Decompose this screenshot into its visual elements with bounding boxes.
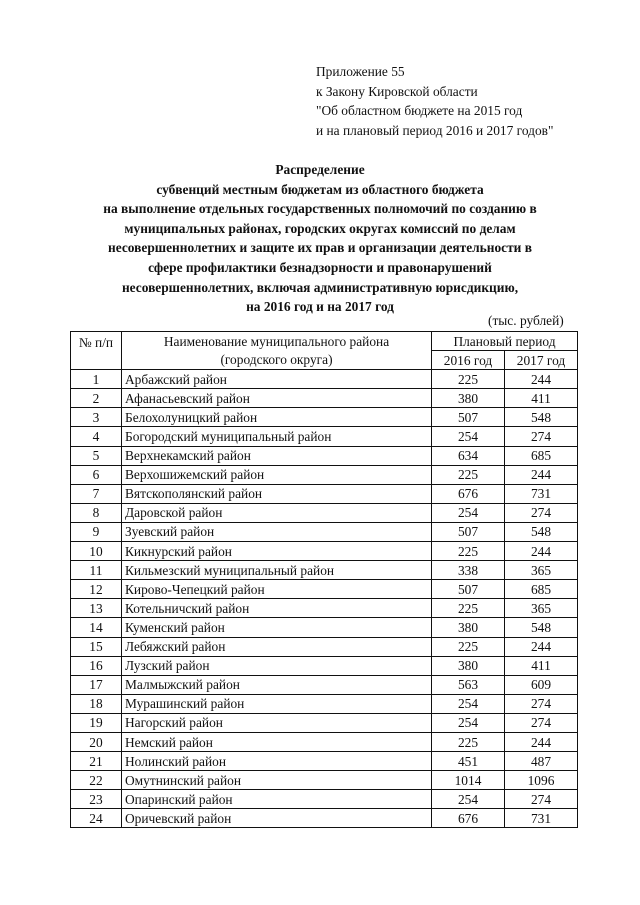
- row-value-2017: 548: [505, 522, 578, 541]
- row-value-2016: 225: [432, 599, 505, 618]
- row-value-2017: 548: [505, 618, 578, 637]
- title-line-7: несовершеннолетних, включая административную юрисдикцию,: [121, 279, 519, 295]
- row-value-2016: 225: [432, 732, 505, 751]
- table-row: [71, 427, 578, 446]
- row-number: 7: [71, 484, 122, 503]
- row-district-name: Омутнинский район: [122, 771, 432, 790]
- row-value-2017: 274: [505, 503, 578, 522]
- row-value-2017: 685: [505, 446, 578, 465]
- table-row: [71, 542, 578, 561]
- row-value-2016: 254: [432, 503, 505, 522]
- row-value-2016: 338: [432, 561, 505, 580]
- row-number: 22: [71, 771, 122, 790]
- title-line-5: несовершеннолетних и защите их прав и организации деятельности в: [108, 240, 532, 256]
- row-district-name: Оричевский район: [122, 809, 432, 828]
- table-row: [71, 370, 578, 389]
- title-line-3: на выполнение отдельных государственных полномочий по созданию в: [103, 201, 537, 217]
- header-num: № п/п: [71, 332, 122, 370]
- row-number: 18: [71, 694, 122, 713]
- table-row: [71, 522, 578, 541]
- row-number: 17: [71, 675, 122, 694]
- row-district-name: Зуевский район: [122, 522, 432, 541]
- appendix-line-3: "Об областном бюджете на 2015 год: [316, 103, 523, 119]
- row-value-2016: 507: [432, 522, 505, 541]
- row-value-2016: 254: [432, 427, 505, 446]
- row-district-name: Белохолуницкий район: [122, 408, 432, 427]
- table-row: [71, 732, 578, 751]
- row-value-2016: 451: [432, 752, 505, 771]
- row-number: 5: [71, 446, 122, 465]
- row-number: 24: [71, 809, 122, 828]
- row-district-name: Нагорский район: [122, 713, 432, 732]
- title-line-1: Распределение: [275, 162, 365, 177]
- row-number: 16: [71, 656, 122, 675]
- table-row: [71, 675, 578, 694]
- row-district-name: Лузский район: [122, 656, 432, 675]
- row-number: 6: [71, 465, 122, 484]
- table-row: [71, 637, 578, 656]
- row-value-2016: 507: [432, 580, 505, 599]
- table-row: [71, 790, 578, 809]
- row-value-2017: 274: [505, 713, 578, 732]
- row-number: 9: [71, 522, 122, 541]
- row-district-name: Мурашинский район: [122, 694, 432, 713]
- table-row: [71, 771, 578, 790]
- row-value-2016: 225: [432, 465, 505, 484]
- row-value-2016: 254: [432, 713, 505, 732]
- row-district-name: Арбажский район: [122, 370, 432, 389]
- row-value-2016: 634: [432, 446, 505, 465]
- row-district-name: Кикнурский район: [122, 542, 432, 561]
- row-number: 10: [71, 542, 122, 561]
- table-body: [71, 370, 578, 828]
- row-value-2016: 225: [432, 637, 505, 656]
- row-value-2016: 254: [432, 694, 505, 713]
- row-value-2017: 1096: [505, 771, 578, 790]
- row-number: 2: [71, 389, 122, 408]
- table-row: [71, 580, 578, 599]
- row-value-2016: 380: [432, 389, 505, 408]
- header-year-2016: 2016 год: [432, 351, 505, 370]
- row-value-2016: 1014: [432, 771, 505, 790]
- header-year-2017: 2017 год: [505, 351, 578, 370]
- table-row: [71, 465, 578, 484]
- row-value-2017: 609: [505, 675, 578, 694]
- row-value-2016: 676: [432, 809, 505, 828]
- title-line-4: муниципальных районах, городских округах комиссий по делам: [124, 220, 516, 236]
- header-name-line-1: Наименование муниципального района: [163, 333, 390, 349]
- table-row: [71, 389, 578, 408]
- row-value-2017: 244: [505, 637, 578, 656]
- table-row: [71, 561, 578, 580]
- subvention-table: [70, 331, 578, 828]
- row-value-2017: 731: [505, 809, 578, 828]
- table-row: [71, 694, 578, 713]
- table-row: [71, 713, 578, 732]
- units-label: (тыс. рублей): [488, 313, 564, 328]
- table-row: [71, 656, 578, 675]
- row-value-2016: 225: [432, 370, 505, 389]
- row-value-2017: 685: [505, 580, 578, 599]
- row-value-2017: 548: [505, 408, 578, 427]
- row-value-2017: 365: [505, 599, 578, 618]
- row-value-2017: 244: [505, 542, 578, 561]
- row-number: 1: [71, 370, 122, 389]
- row-value-2017: 731: [505, 484, 578, 503]
- row-number: 23: [71, 790, 122, 809]
- row-district-name: Афанасьевский район: [122, 389, 432, 408]
- row-district-name: Лебяжский район: [122, 637, 432, 656]
- title-line-6: сфере профилактики безнадзорности и правонарушений: [148, 259, 492, 275]
- row-value-2017: 244: [505, 732, 578, 751]
- appendix-line-1: Приложение 55: [316, 64, 405, 79]
- row-district-name: Кильмезский муниципальный район: [122, 561, 432, 580]
- row-value-2017: 365: [505, 561, 578, 580]
- row-number: 12: [71, 580, 122, 599]
- row-number: 21: [71, 752, 122, 771]
- row-district-name: Богородский муниципальный район: [122, 427, 432, 446]
- row-district-name: Нолинский район: [122, 752, 432, 771]
- table-row: [71, 446, 578, 465]
- appendix-line-2: к Закону Кировской области: [316, 83, 478, 99]
- row-number: 19: [71, 713, 122, 732]
- row-number: 3: [71, 408, 122, 427]
- table-row: [71, 618, 578, 637]
- row-number: 15: [71, 637, 122, 656]
- row-value-2017: 244: [505, 370, 578, 389]
- row-number: 13: [71, 599, 122, 618]
- table-row: [71, 484, 578, 503]
- header-name-line-2: (городского округа): [220, 351, 333, 367]
- row-value-2017: 274: [505, 427, 578, 446]
- row-value-2017: 244: [505, 465, 578, 484]
- row-district-name: Кирово-Чепецкий район: [122, 580, 432, 599]
- row-number: 4: [71, 427, 122, 446]
- table-row: [71, 809, 578, 828]
- row-value-2016: 563: [432, 675, 505, 694]
- appendix-header: [316, 62, 553, 140]
- row-value-2017: 274: [505, 790, 578, 809]
- table-row: [71, 599, 578, 618]
- row-number: 14: [71, 618, 122, 637]
- row-district-name: Вятскополянский район: [122, 484, 432, 503]
- row-number: 8: [71, 503, 122, 522]
- row-district-name: Куменский район: [122, 618, 432, 637]
- row-value-2016: 676: [432, 484, 505, 503]
- row-value-2016: 254: [432, 790, 505, 809]
- row-district-name: Даровской район: [122, 503, 432, 522]
- row-district-name: Верхошижемский район: [122, 465, 432, 484]
- row-value-2017: 487: [505, 752, 578, 771]
- row-district-name: Опаринский район: [122, 790, 432, 809]
- row-district-name: Верхнекамский район: [122, 446, 432, 465]
- row-value-2016: 507: [432, 408, 505, 427]
- row-value-2017: 274: [505, 694, 578, 713]
- row-value-2017: 411: [505, 389, 578, 408]
- title-line-2: субвенций местным бюджетам из областного бюджета: [156, 181, 484, 197]
- table-row: [71, 503, 578, 522]
- row-district-name: Котельничский район: [122, 599, 432, 618]
- table-row: [71, 408, 578, 427]
- row-value-2016: 380: [432, 618, 505, 637]
- appendix-line-4: и на плановый период 2016 и 2017 годов": [316, 122, 554, 138]
- row-district-name: Немский район: [122, 732, 432, 751]
- row-number: 11: [71, 561, 122, 580]
- header-name: [122, 332, 432, 370]
- row-value-2016: 225: [432, 542, 505, 561]
- table-row: [71, 752, 578, 771]
- header-plan-period: Плановый период: [432, 332, 578, 351]
- row-value-2017: 411: [505, 656, 578, 675]
- row-value-2016: 380: [432, 656, 505, 675]
- title-line-8: на 2016 год и на 2017 год: [246, 299, 394, 315]
- row-number: 20: [71, 732, 122, 751]
- document-title: [60, 160, 580, 317]
- row-district-name: Малмыжский район: [122, 675, 432, 694]
